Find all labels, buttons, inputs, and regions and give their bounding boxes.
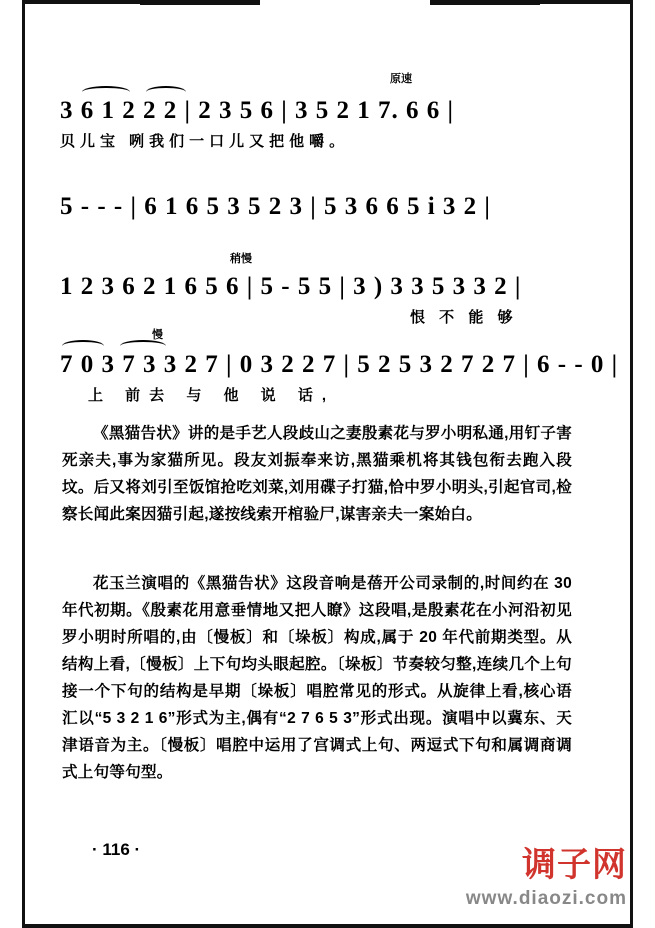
music-line-2 [60,184,580,246]
music-lyrics-3: 恨 不 能 够 [410,309,518,326]
music-line-1 [60,73,580,150]
page-border-top-left [22,0,152,4]
music-lyrics-4: 上 前去 与 他 说 话, [88,387,336,404]
page-number: · 116 · [92,840,141,859]
watermark-url: www.diaozi.com [465,888,627,909]
page-border-left [22,0,25,928]
tempo-marking-1: 原速 [390,73,412,85]
music-notes-1: 3 6 1 2 2 2 | 2 3 5 6 | 3 5 2 1 7. 6 6 | [60,97,455,124]
music-line-3 [60,253,580,326]
music-notation-block [60,73,619,404]
music-notes-4: 7 0 3 7 3 3 2 7 | 0 3 2 2 7 | 5 2 5 3 2 7 2 7 | 6 - - 0 | [60,351,619,378]
music-line-4 [60,329,619,404]
music-notes-3: 1 2 3 6 2 1 6 5 6 | 5 - 5 5 | 3 ) 3 3 5 3 3 2 | [60,273,522,300]
crop-mark-left [140,0,260,5]
music-lyrics-1: 贝儿宝 咧我们一口儿又把他嚼。 [60,133,350,150]
watermark-title: 调子网 [522,846,627,884]
page-border-top-right [500,0,633,4]
body-paragraph-1: 《黑猫告状》讲的是手艺人段歧山之妻殷素花与罗小明私通,用钉子害死亲夫,事为家猫所见。段友刘振奉来访,黑猫乘机将其钱包衔去跑入段坟。后又将刘引至饭馆抢吃刘菜,刘用碟子打猫,恰中罗小明头,引起官司,检察长闻此案因猫引起,遂按线索开棺验尸,谋害亲夫一案始白。 [62,425,572,523]
page-border-bottom [22,924,633,928]
watermark [466,837,627,910]
music-notes-2: 5 - - - | 6 1 6 5 3 5 2 3 | 5 3 6 6 5 i 3 2 | [60,193,491,220]
tempo-marking-4: 慢 [152,329,163,341]
tempo-marking-3: 稍慢 [230,253,252,265]
page-border-right [630,0,633,928]
body-paragraph-2: 花玉兰演唱的《黑猫告状》这段音响是蓓开公司录制的,时间约在 30 年代初期。《殷素花用意垂情地又把人瞭》这段唱,是殷素花在小河沿初见罗小明时所唱的,由〔慢板〕和〔垛板〕构成,属于 20 年代前期类型。从结构上看,〔慢板〕上下句均头眼起腔。〔垛板〕节奏较匀整,连续几个上句接一个下句的结构是早期〔垛板〕唱腔常见的形式。从旋律上看,核心语汇以“5 3 2 1 6”形式为主,偶有“2 7 6 5 3”形式出现。演唱中以冀东、天津语音为主。〔慢板〕唱腔中运用了宫调式上句、两逗式下句和属调商调式上句等句型。 [62,575,572,781]
